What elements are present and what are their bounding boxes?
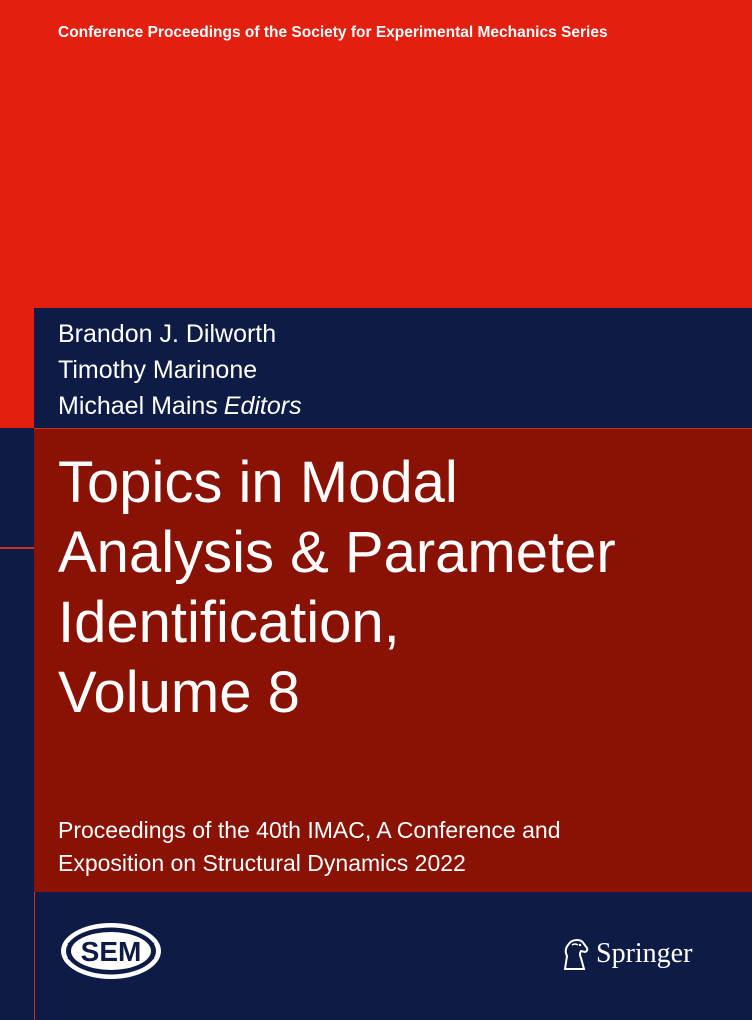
springer-horse-icon — [560, 936, 590, 972]
top-red-band — [0, 0, 752, 308]
title-line: Volume 8 — [58, 660, 300, 725]
left-red-strip — [0, 308, 34, 428]
title-line: Analysis & Parameter — [58, 520, 616, 585]
left-navy-strip — [0, 428, 34, 548]
book-title — [58, 448, 748, 728]
book-subtitle — [58, 814, 738, 880]
editors-list — [58, 316, 302, 424]
publisher-logo — [560, 934, 692, 974]
title-line: Identification, — [58, 590, 400, 655]
sem-logo — [58, 920, 164, 982]
editor-name: Brandon J. Dilworth — [58, 320, 277, 348]
editor-name: Timothy Marinone — [58, 356, 258, 384]
editors-role: Editors — [223, 392, 302, 420]
publisher-name: Springer — [596, 938, 693, 969]
subtitle-line: Proceedings of the 40th IMAC, A Conference and — [58, 817, 561, 843]
editor-name-last — [58, 388, 302, 424]
title-line: Topics in Modal — [58, 450, 458, 515]
sem-logo-text: SEM — [80, 936, 142, 967]
left-divider-line — [0, 547, 34, 549]
editor-name: Michael Mains — [58, 392, 218, 420]
subtitle-line: Exposition on Structural Dynamics 2022 — [58, 850, 466, 876]
bottom-divider-line — [34, 892, 35, 1020]
series-title: Conference Proceedings of the Society for Experimental Mechanics Series — [58, 24, 608, 41]
